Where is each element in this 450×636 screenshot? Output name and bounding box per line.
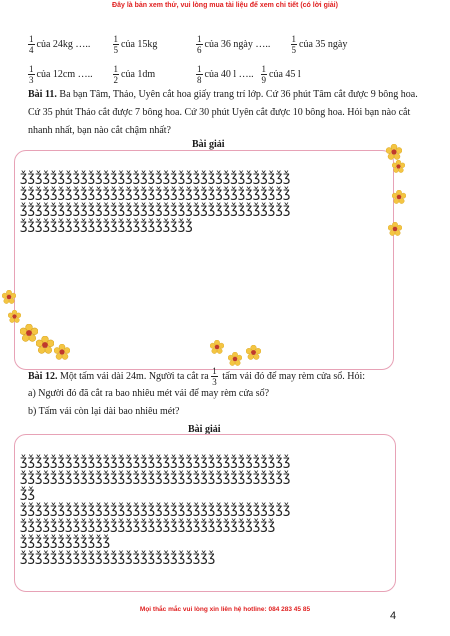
fraction-item: $\frac{1}{6}$ của 36 ngày ….. $\frac{1}{5}$ của 35 ngày — [197, 34, 348, 55]
flower-icon — [392, 190, 406, 204]
flower-icon — [388, 222, 402, 236]
flower-icon — [246, 345, 261, 360]
question-a: a) Người đó đã cắt ra bao nhiêu mét vải để may rèm cửa sổ? — [28, 388, 270, 399]
flower-icon — [36, 336, 54, 354]
answer-line: ǯǯǯǯǯǯǯǯǯǯǯǯǯǯǯǯǯǯǯǯǯǯǯǯǯǯǯǯǯǯǯǯǯǯǯǯ — [20, 502, 291, 517]
answer-line: ǯǯǯǯǯǯǯǯǯǯǯǯǯǯǯǯǯǯǯǯǯǯǯǯǯǯǯǯǯǯǯǯǯǯǯǯ — [20, 170, 291, 185]
flower-icon — [228, 352, 242, 366]
solution-heading-12: Bài giải — [188, 424, 221, 435]
exercise-11 — [28, 86, 420, 140]
exercise-12: Bài 12. Một tấm vải dài 24m. Người ta cắt ra $\frac{1}{3}$ tấm vải đó để may rèm cửa sổ. Hỏi: — [28, 366, 366, 387]
flower-icon — [54, 344, 70, 360]
answer-line: ǯǯǯǯǯǯǯǯǯǯǯǯǯǯǯǯǯǯǯǯǯǯǯǯǯǯǯǯǯǯǯǯǯǯǯǯ — [20, 454, 291, 469]
preview-banner: Đây là bản xem thử, vui lòng mua tài liệu để xem chi tiết (có lời giải) — [112, 2, 338, 9]
fraction-row-1 — [28, 34, 347, 55]
exercise-11-text: Ba bạn Tâm, Thảo, Uyên cắt hoa giấy trang trí lớp. Cứ 36 phút Tâm cắt được 9 bông hoa. Cứ 35 phút Thảo cắt được 7 bông hoa. Cứ 30 phút Uyên cắt được 10 bông hoa. Hỏi bạn nào cắt nhanh nhất, bạn nào cắt chậm nhất? — [28, 89, 418, 136]
exercise-11-label: Bài 11. — [28, 89, 57, 100]
answer-lines-11[interactable] — [20, 154, 290, 250]
solution-heading-11: Bài giải — [192, 139, 225, 150]
answer-lines-12[interactable] — [20, 438, 290, 582]
answer-line: ǯǯ — [20, 486, 36, 501]
flower-icon — [8, 310, 21, 323]
answer-line: ǯǯǯǯǯǯǯǯǯǯǯǯǯǯǯǯǯǯǯǯǯǯǯǯǯǯǯǯǯǯǯǯǯǯ — [20, 518, 276, 533]
answer-line: ǯǯǯǯǯǯǯǯǯǯǯǯǯǯǯǯǯǯǯǯǯǯǯ — [20, 218, 193, 233]
flower-icon — [392, 160, 405, 173]
answer-line: ǯǯǯǯǯǯǯǯǯǯǯǯǯǯǯǯǯǯǯǯǯǯǯǯǯǯǯǯǯǯǯǯǯǯǯǯ — [20, 186, 291, 201]
answer-line: ǯǯǯǯǯǯǯǯǯǯǯǯǯǯǯǯǯǯǯǯǯǯǯǯǯǯǯǯǯǯǯǯǯǯǯǯ — [20, 470, 291, 485]
page-number: 4 — [390, 610, 397, 622]
flower-icon — [386, 144, 402, 160]
answer-line: ǯǯǯǯǯǯǯǯǯǯǯǯǯǯǯǯǯǯǯǯǯǯǯǯǯǯǯǯǯǯǯǯǯǯǯǯ — [20, 202, 291, 217]
footer-hotline: Mọi thắc mắc vui lòng xin liên hệ hotline: 084 283 45 85 — [139, 606, 311, 613]
exercise-12-label: Bài 12. — [28, 370, 58, 382]
answer-line: ǯǯǯǯǯǯǯǯǯǯǯǯǯǯǯǯǯǯǯǯǯǯǯǯǯǯ — [20, 550, 216, 565]
flower-icon — [210, 340, 224, 354]
flower-icon — [2, 290, 16, 304]
fraction-item: $\frac{1}{4}$ của 24kg ….. $\frac{1}{5}$ của 15kg — [29, 34, 158, 55]
answer-line: ǯǯǯǯǯǯǯǯǯǯǯǯ — [20, 534, 111, 549]
question-b: b) Tấm vải còn lại dài bao nhiêu mét? — [28, 406, 180, 417]
fraction-row-2 — [28, 64, 301, 85]
fraction: $\frac{1}{3}$ — [212, 366, 217, 387]
fraction-item: $\frac{1}{3}$ của 12cm ….. $\frac{1}{2}$ của 1dm — [29, 64, 156, 85]
fraction-item: $\frac{1}{8}$ của 40 l ….. $\frac{1}{9}$ của 45 l — [197, 64, 301, 85]
